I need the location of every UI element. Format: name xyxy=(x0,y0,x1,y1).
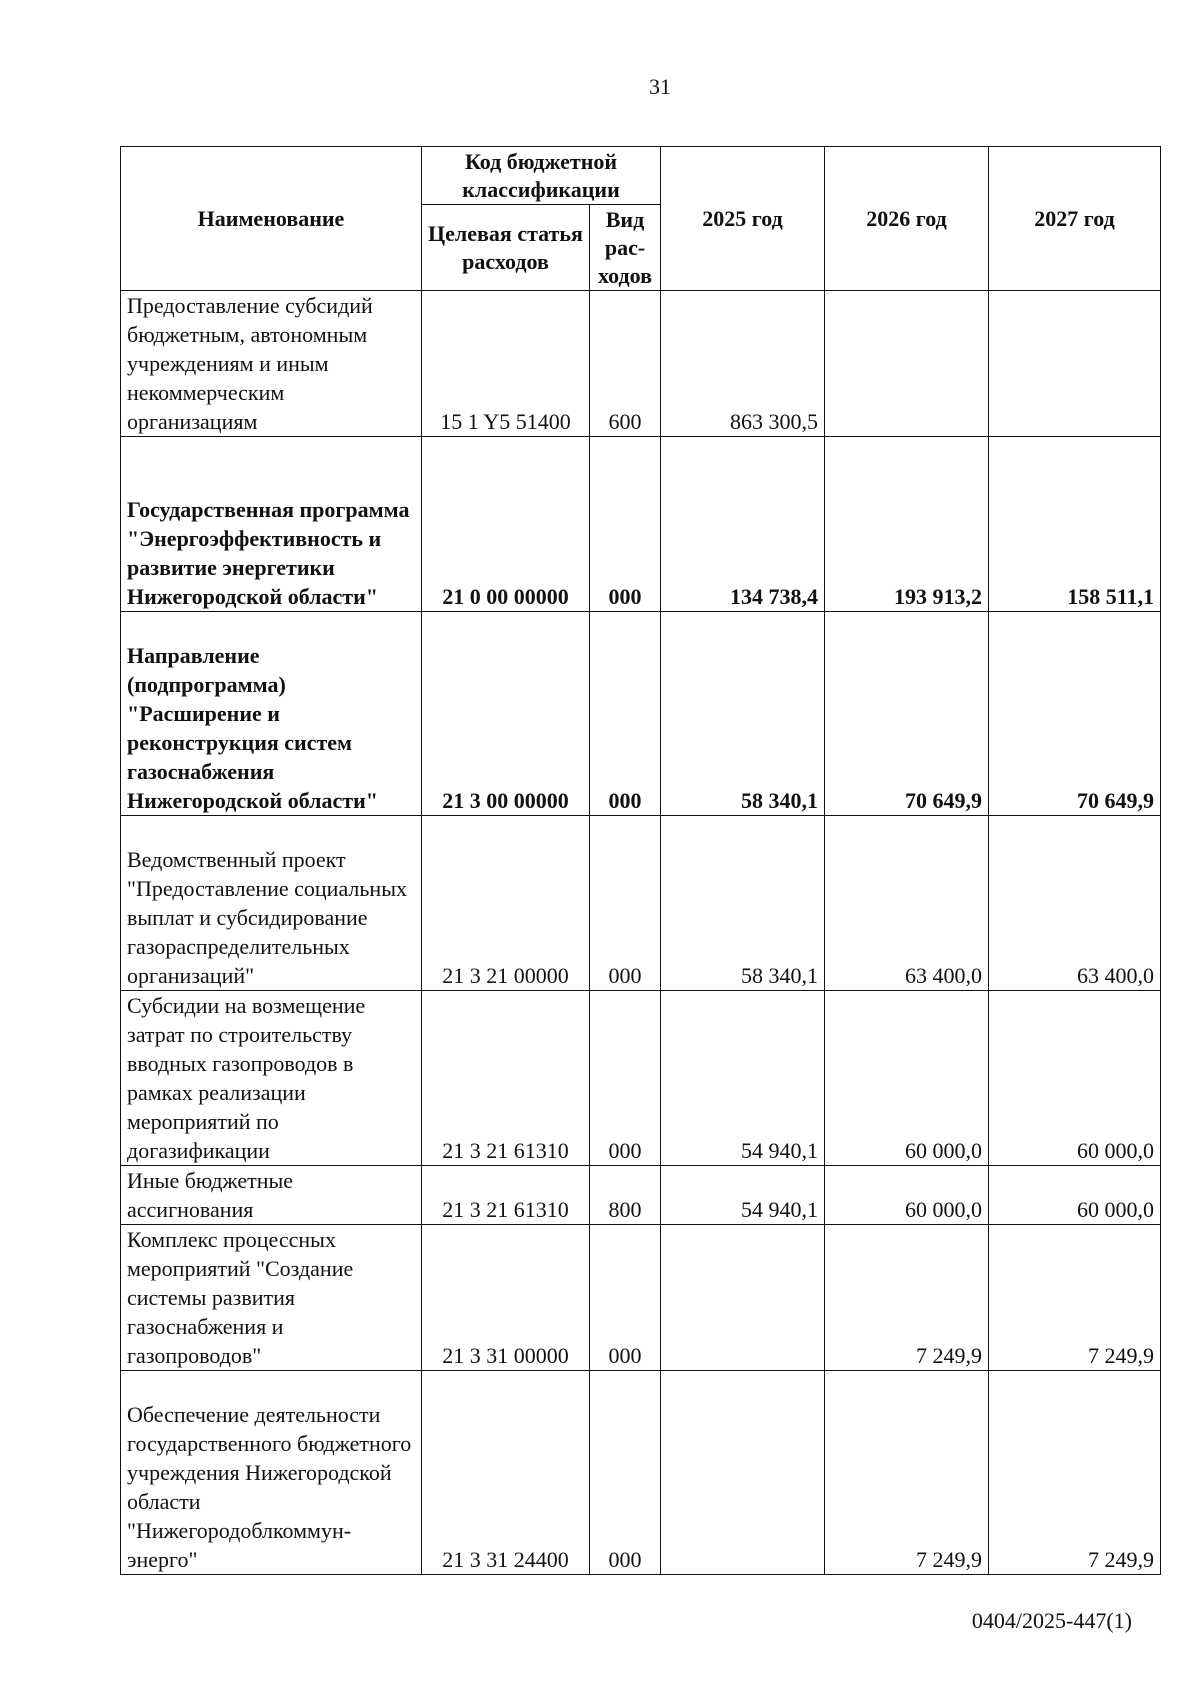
row-2027: 60 000,0 xyxy=(989,1166,1161,1225)
row-name: Предоставление субсидий бюджетным, автономным учреждениям и иным некоммерческим организациям xyxy=(121,291,422,437)
row-code: 21 3 31 24400 xyxy=(422,1371,590,1575)
row-code: 21 3 21 61310 xyxy=(422,1166,590,1225)
header-2027: 2027 год xyxy=(989,147,1161,291)
row-2025: 863 300,5 xyxy=(661,291,825,437)
row-code: 21 3 21 00000 xyxy=(422,816,590,991)
table-row xyxy=(121,612,1161,816)
header-expense-type: Вид рас-ходов xyxy=(590,205,661,291)
row-code: 15 1 Y5 51400 xyxy=(422,291,590,437)
header-target-article: Целевая статья расходов xyxy=(422,205,590,291)
table-row xyxy=(121,991,1161,1166)
row-2027 xyxy=(989,291,1161,437)
row-2027: 63 400,0 xyxy=(989,816,1161,991)
row-name: Иные бюджетные ассигнования xyxy=(121,1166,422,1225)
document-number: 0404/2025-447(1) xyxy=(971,1608,1132,1633)
table-row xyxy=(121,1371,1161,1575)
row-name: Субсидии на возмещение затрат по строительству вводных газопроводов в рамках реализации мероприятий по догазификации xyxy=(121,991,422,1166)
row-vid: 000 xyxy=(590,816,661,991)
row-2025 xyxy=(661,1371,825,1575)
table-row xyxy=(121,1225,1161,1371)
row-name: Государственная программа "Энергоэффективность и развитие энергетики Нижегородской области" xyxy=(121,437,422,612)
row-vid: 000 xyxy=(590,1225,661,1371)
row-2026: 70 649,9 xyxy=(825,612,989,816)
table-row xyxy=(121,816,1161,991)
budget-table xyxy=(120,146,1161,1575)
row-2027: 60 000,0 xyxy=(989,991,1161,1166)
row-2025: 134 738,4 xyxy=(661,437,825,612)
row-2026: 60 000,0 xyxy=(825,1166,989,1225)
row-2027: 7 249,9 xyxy=(989,1225,1161,1371)
row-2025 xyxy=(661,1225,825,1371)
row-name: Обеспечение деятельности государственного бюджетного учреждения Нижегородской области "Нижегородоблкоммун-энерго" xyxy=(121,1371,422,1575)
row-2027: 7 249,9 xyxy=(989,1371,1161,1575)
row-2026: 60 000,0 xyxy=(825,991,989,1166)
row-vid: 000 xyxy=(590,1371,661,1575)
header-code-group: Код бюджетной классификации xyxy=(422,147,661,205)
table-row xyxy=(121,437,1161,612)
row-2027: 70 649,9 xyxy=(989,612,1161,816)
row-vid: 800 xyxy=(590,1166,661,1225)
row-2025: 54 940,1 xyxy=(661,991,825,1166)
row-2025: 54 940,1 xyxy=(661,1166,825,1225)
header-name: Наименование xyxy=(121,147,422,291)
row-name: Комплекс процессных мероприятий "Создание системы развития газоснабжения и газопроводов" xyxy=(121,1225,422,1371)
row-2026: 7 249,9 xyxy=(825,1225,989,1371)
table-row xyxy=(121,291,1161,437)
row-2027: 158 511,1 xyxy=(989,437,1161,612)
row-2025: 58 340,1 xyxy=(661,612,825,816)
row-vid: 000 xyxy=(590,437,661,612)
row-vid: 000 xyxy=(590,991,661,1166)
row-code: 21 0 00 00000 xyxy=(422,437,590,612)
row-2025: 58 340,1 xyxy=(661,816,825,991)
header-2026: 2026 год xyxy=(825,147,989,291)
row-2026 xyxy=(825,291,989,437)
row-name: Направление (подпрограмма) "Расширение и реконструкция систем газоснабжения Нижегородской области" xyxy=(121,612,422,816)
header-2025: 2025 год xyxy=(661,147,825,291)
row-name: Ведомственный проект "Предоставление социальных выплат и субсидирование газораспределительных организаций" xyxy=(121,816,422,991)
row-vid: 000 xyxy=(590,612,661,816)
row-2026: 7 249,9 xyxy=(825,1371,989,1575)
table-row xyxy=(121,1166,1161,1225)
row-2026: 193 913,2 xyxy=(825,437,989,612)
row-code: 21 3 31 00000 xyxy=(422,1225,590,1371)
page-number: 31 xyxy=(649,74,671,99)
row-vid: 600 xyxy=(590,291,661,437)
row-code: 21 3 21 61310 xyxy=(422,991,590,1166)
row-2026: 63 400,0 xyxy=(825,816,989,991)
row-code: 21 3 00 00000 xyxy=(422,612,590,816)
